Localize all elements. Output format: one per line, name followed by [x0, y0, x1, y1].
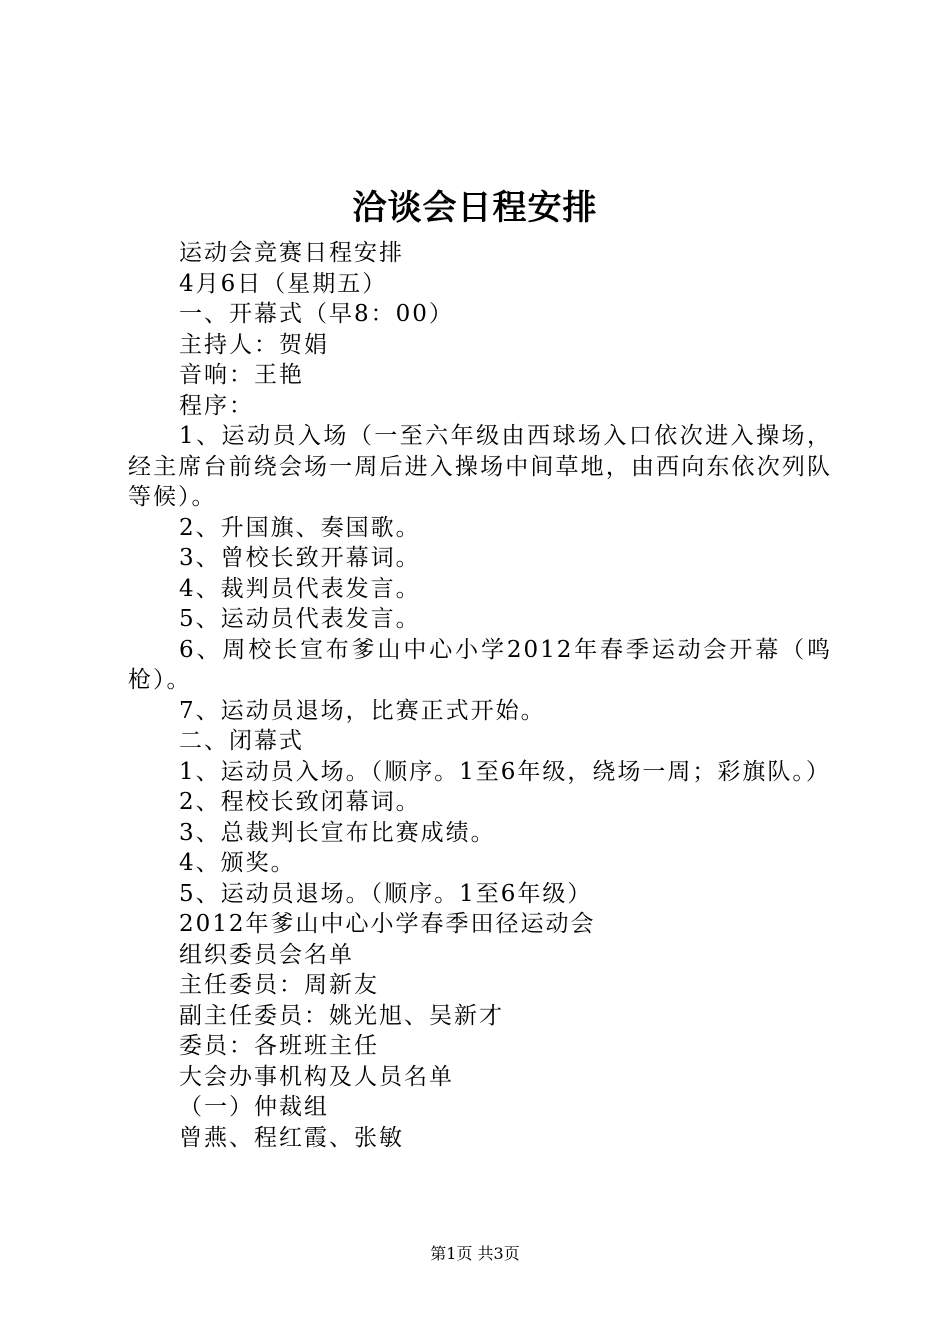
paragraph: 6、周校长宣布爹山中心小学2012年春季运动会开幕（鸣枪）。	[128, 636, 832, 693]
paragraph: 7、运动员退场，比赛正式开始。	[179, 697, 546, 724]
paragraph: 一、开幕式（早8：00）	[179, 301, 454, 327]
paragraph: 1、运动员入场（一至六年级由西球场入口依次进入操场，经主席台前绕会场一周后进入操场中间草地，由西向东依次列队等候）。	[128, 423, 832, 510]
paragraph: 5、运动员退场。（顺序。1至6年级）	[179, 880, 593, 907]
paragraph: 1、运动员入场。（顺序。1至6年级，绕场一周；彩旗队。）	[179, 758, 831, 785]
paragraph: 委员：各班班主任	[179, 1033, 379, 1059]
paragraph: 曾燕、程红霞、张敏	[179, 1124, 404, 1151]
paragraph: 二、闭幕式	[179, 728, 304, 754]
paragraph: 主持人：贺娟	[179, 331, 329, 358]
paragraph: 2、程校长致闭幕词。	[179, 789, 421, 815]
paragraph: 组织委员会名单	[179, 941, 354, 968]
paragraph: 3、总裁判长宣布比赛成绩。	[179, 819, 496, 846]
paragraph: 4月6日（星期五）	[179, 270, 388, 297]
paragraph: 3、曾校长致开幕词。	[179, 545, 421, 571]
paragraph: 4、裁判员代表发言。	[179, 575, 421, 602]
paragraph: （一）仲裁组	[179, 1094, 329, 1120]
paragraph: 2012年爹山中心小学春季田径运动会	[179, 911, 596, 937]
paragraph: 2、升国旗、奏国歌。	[179, 514, 421, 541]
paragraph: 4、颁奖。	[179, 850, 296, 876]
paragraph: 主任委员：周新友	[179, 972, 379, 998]
document-body	[128, 238, 832, 1153]
paragraph: 运动会竞赛日程安排	[179, 240, 404, 266]
document-title: 洽谈会日程安排	[352, 188, 598, 228]
page-footer: 第1页 共3页	[430, 1244, 520, 1263]
paragraph: 程序：	[179, 392, 254, 419]
paragraph: 5、运动员代表发言。	[179, 606, 421, 632]
paragraph: 副主任委员：姚光旭、吴新才	[179, 1002, 504, 1029]
paragraph: 大会办事机构及人员名单	[179, 1063, 454, 1090]
paragraph: 音响：王艳	[179, 362, 304, 388]
